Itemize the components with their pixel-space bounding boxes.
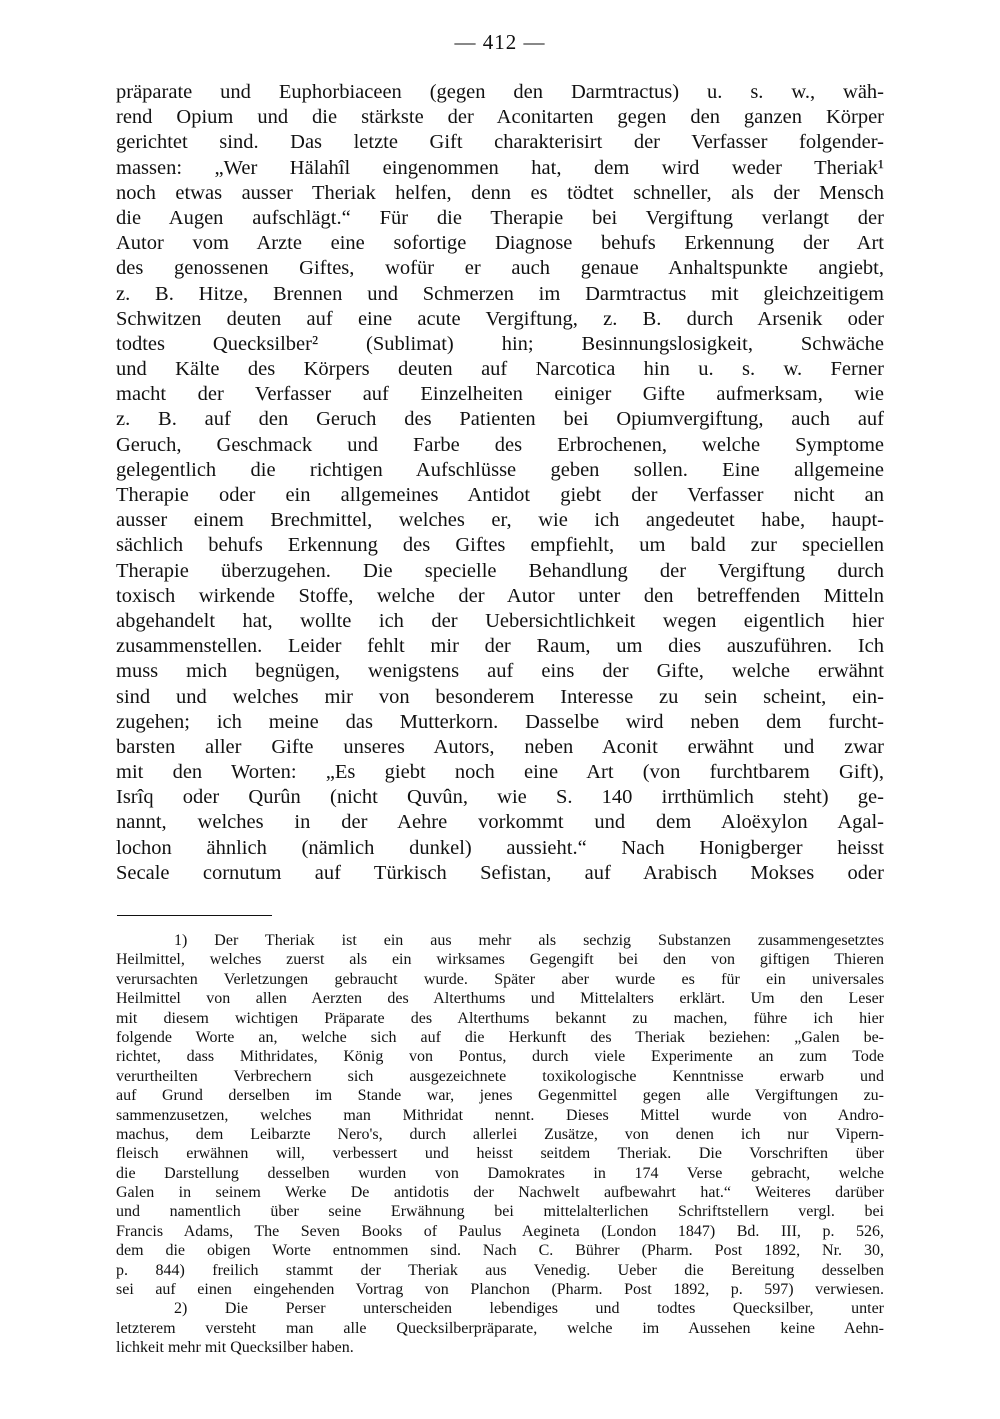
footnote-line: verurtheilten Verbrechern sich ausgezeichnete toxikologische Kenntnisse erwarb und [116, 1067, 884, 1085]
text-line: gerichtet sind. Das letzte Gift charakterisirt der Verfasser folgender- [116, 131, 884, 154]
text-line: lochon ähnlich (nämlich dunkel) aussieht.“ Nach Honigberger heisst [116, 836, 884, 859]
text-line: Therapie überzugehen. Die specielle Behandlung der Vergiftung durch [116, 559, 884, 582]
footnote-line: Galen in seinem Werke De antidotis der Nachwelt aufbewahrt hat.“ Weiteres darüber [116, 1184, 884, 1202]
text-line: massen: „Wer Hälahîl eingenommen hat, dem wird weder Theriak¹ [116, 156, 884, 179]
footnotes [116, 931, 884, 1358]
footnote-line: die Darstellung desselben wurden von Damokrates in 174 Verse gebracht, welche [116, 1164, 884, 1182]
text-line: Autor vom Arzte eine sofortige Diagnose behufs Erkennung der Art [116, 232, 884, 255]
text-line: zusammenstellen. Leider fehlt mir der Raum, um dies auszuführen. Ich [116, 635, 884, 658]
text-line: Isrîq oder Qurûn (nicht Quvûn, wie S. 140 irrthümlich steht) ge- [116, 786, 884, 809]
footnote-line: sammenzusetzen, welches man Mithridat nennt. Dieses Mittel wurde von Andro- [116, 1106, 884, 1124]
text-line: toxisch wirkende Stoffe, welche der Autor unter den betreffenden Mitteln [116, 584, 884, 607]
footnote-line: 2) Die Perser unterscheiden lebendiges und todtes Quecksilber, unter [174, 1300, 884, 1318]
text-line: ausser einem Brechmittel, welches er, wie ich angedeutet habe, haupt- [116, 509, 884, 532]
text-line: präparate und Euphorbiaceen (gegen den Darmtractus) u. s. w., wäh- [116, 81, 884, 103]
footnote-line: lichkeit mehr mit Quecksilber haben. [116, 1339, 354, 1357]
text-line: noch etwas ausser Theriak helfen, denn es tödtet schneller, als der Mensch [116, 181, 884, 204]
footnote-line: letzterem versteht man alle Quecksilberpräparate, welche im Aussehen keine Aehn- [116, 1319, 884, 1337]
text-line: nannt, welches in der Aehre vorkommt und dem Aloëxylon Agal- [116, 811, 884, 834]
text-line: barsten aller Gifte unseres Autors, neben Aconit erwähnt und zwar [116, 735, 884, 758]
footnote-line: fleisch erwähnen will, verbessert und heisst seitdem Theriak. Die Vorschriften über [116, 1145, 884, 1163]
text-line: zugehen; ich meine das Mutterkorn. Dasselbe wird neben dem furcht- [116, 710, 884, 733]
footnote-line: Heilmittel, welches zuerst als ein wirksames Gegengift bei den von giftigen Thieren [116, 951, 884, 969]
text-line: gelegentlich die richtigen Aufschlüsse geben sollen. Eine allgemeine [116, 458, 884, 481]
text-line: abgehandelt hat, wollte ich der Uebersichtlichkeit wegen eigentlich hier [116, 609, 884, 632]
footnote-line: auf Grund derselben im Stande war, jenes Gegenmittel gegen alle Vergiftungen zu- [116, 1087, 884, 1105]
text-line: und Kälte des Körpers deuten auf Narcotica hin u. s. w. Ferner [116, 358, 884, 381]
text-line: mit den Worten: „Es giebt noch eine Art (von furchtbarem Gift), [116, 761, 884, 784]
main-text [116, 80, 884, 886]
footnote-line: und namentlich über seine Erwähnung bei mittelalterlichen Schriftstellern vergl. bei [116, 1203, 884, 1221]
text-line: des genossenen Giftes, wofür er auch genaue Anhaltspunkte angiebt, [116, 257, 884, 280]
text-line: die Augen aufschlägt.“ Für die Therapie bei Vergiftung verlangt der [116, 206, 884, 229]
text-line: macht der Verfasser auf Einzelheiten einiger Gifte aufmerksam, wie [116, 383, 884, 406]
text-line: z. B. Hitze, Brennen und Schmerzen im Darmtractus mit gleichzeitigem [116, 282, 884, 305]
text-line: Secale cornutum auf Türkisch Sefistan, auf Arabisch Mokses oder [116, 861, 884, 884]
footnote-line: p. 844) freilich stammt der Theriak aus Venedig. Ueber die Bereitung desselben [116, 1261, 884, 1279]
footnote-line: richtet, dass Mithridates, König von Pontus, durch viele Experimente an zum Tode [116, 1048, 884, 1066]
text-line: rend Opium und die stärkste der Aconitarten gegen den ganzen Körper [116, 106, 884, 129]
text-line: Geruch, Geschmack und Farbe des Erbrochenen, welche Symptome [116, 433, 884, 456]
footnote-line: folgende Worte an, welche sich auf die Herkunft des Theriak beziehen: „Galen be- [116, 1028, 884, 1046]
footnote-line: mit diesem wichtigen Präparate des Alterthums bekannt zu machen, führe ich hier [116, 1009, 884, 1027]
footnote-line: verursachten Verletzungen gebraucht wurde. Später aber wurde es für ein universales [116, 970, 884, 988]
text-line: Schwitzen deuten auf eine acute Vergiftung, z. B. durch Arsenik oder [116, 307, 884, 330]
text-line: sächlich behufs Erkennung des Giftes empfiehlt, um bald zur speciellen [116, 534, 884, 557]
text-line: z. B. auf den Geruch des Patienten bei Opiumvergiftung, auch auf [116, 408, 884, 431]
footnote-line: dem die obigen Worte entnommen sind. Nach C. Bührer (Pharm. Post 1892, Nr. 30, [116, 1242, 884, 1260]
footnote-divider [117, 915, 272, 916]
footnote-line: sei auf einen eingehenden Vortrag von Planchon (Pharm. Post 1892, p. 597) verwiesen. [116, 1281, 884, 1299]
text-line: Therapie oder ein allgemeines Antidot giebt der Verfasser nicht an [116, 484, 884, 506]
footnote-line: machus, dem Leibarzte Nero's, durch allerlei Zusätze, von denen ich nur Vipern- [116, 1125, 884, 1143]
text-line: muss mich begnügen, wenigstens auf eins der Gifte, welche erwähnt [116, 660, 884, 683]
footnote-line: Francis Adams, The Seven Books of Paulus Aegineta (London 1847) Bd. III, p. 526, [116, 1222, 884, 1240]
footnote-line: 1) Der Theriak ist ein aus mehr als sechzig Substanzen zusammengesetztes [174, 932, 884, 949]
page-number: — 412 — [454, 30, 546, 54]
footnote-line: Heilmittel von allen Aerzten des Alterthums und Mittelalters erklärt. Um den Leser [116, 990, 884, 1008]
text-line: todtes Quecksilber² (Sublimat) hin; Besinnungslosigkeit, Schwäche [116, 332, 884, 355]
text-line: sind und welches mir von besonderem Interesse zu sein scheint, ein- [116, 685, 884, 708]
